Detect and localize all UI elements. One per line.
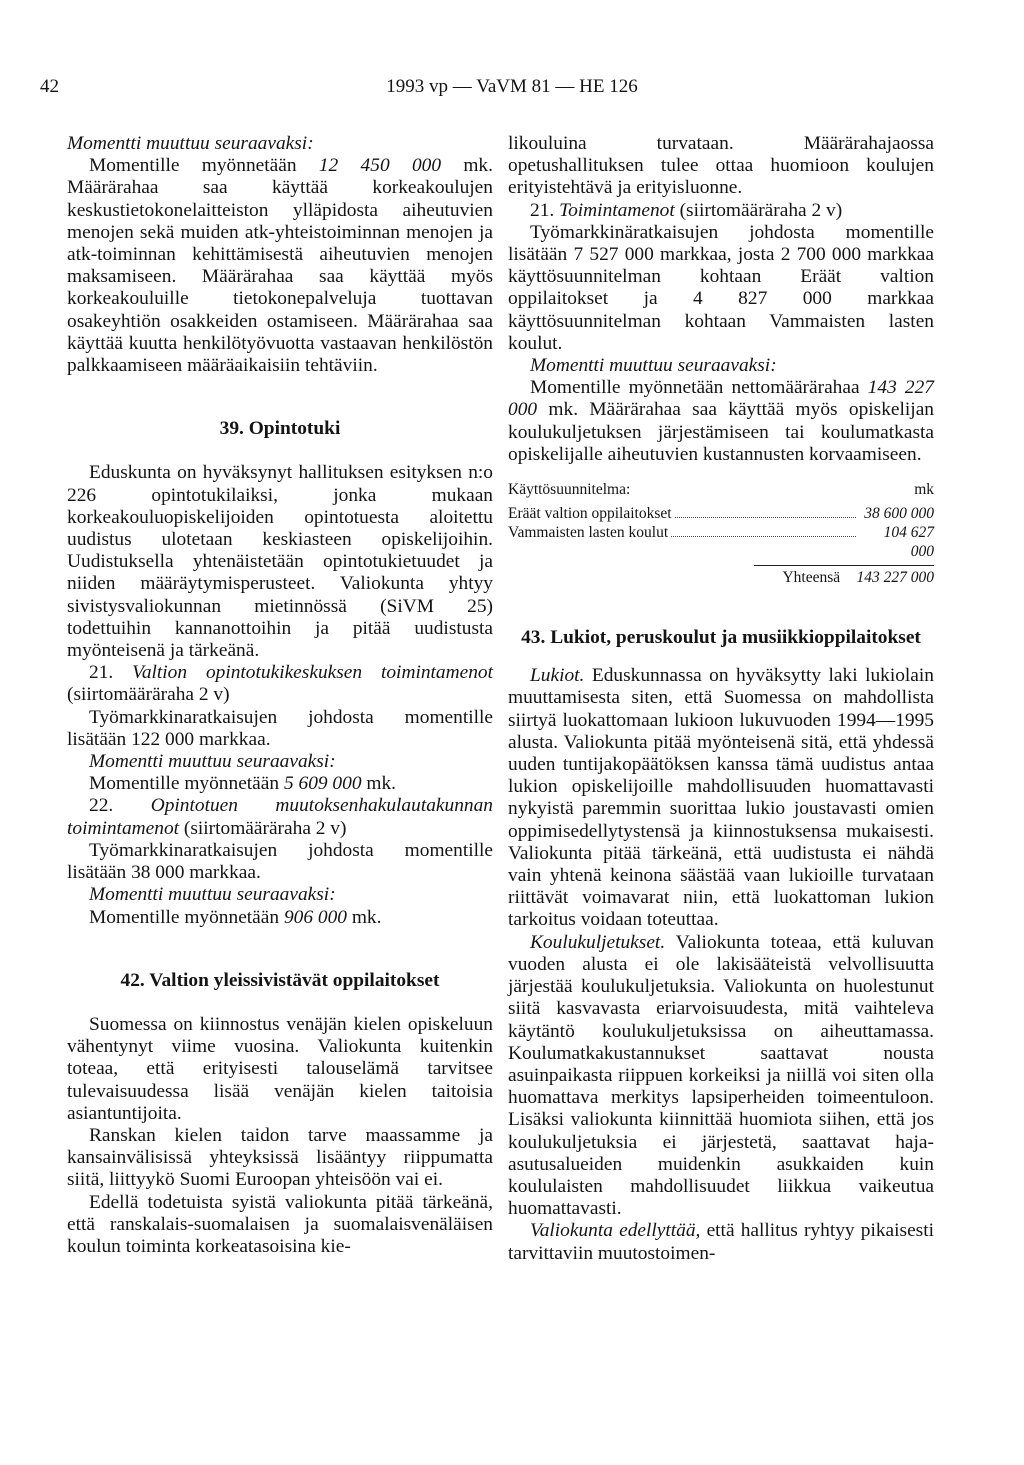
paragraph: Lukiot. Eduskunnassa on hyväksytty laki lukiolain muuttamisesta siten, että Suomessa on mahdollista siirtyä luokattomaan lukioon lukuvuoden 1994—1995 alusta. Valiokunta pitää myönteisenä sitä, että yhdessä uuden tuntijakopäätöksen kanssa tämä uudistus antaa lukion opiskelijoille mahdollisuuden huomattavasti nykyistä paremmin suorittaa lukio joustavasti omien oppimisedellytystensä ja kiinnostuksensa mukaisesti. Valiokunta pitää tärkeänä, että uudistusta ei nähdä vain yhtenä keinona säästää vaan lukioille turvataan riittävät voimavarat niin, että luokattoman lukion tarkoitus voidaan toteuttaa. (508, 665, 934, 931)
table-header-row (508, 480, 934, 499)
table-row (508, 504, 934, 523)
paragraph: Työmarkkinaratkaisujen johdosta momentille lisätään 38 000 markkaa. (67, 839, 493, 884)
left-column (67, 133, 493, 1258)
section-heading-42: 42. Valtion yleissivistävät oppilaitokset (120, 969, 440, 991)
table-header-label: Käyttösuunnitelma: (508, 481, 631, 499)
moment-label: Momentti muuttuu seuraavaksi: (89, 884, 336, 906)
paragraph: Suomessa on kiinnostus venäjän kielen opiskeluun vähentynyt viime vuosina. Valiokunta kuitenkin toteaa, että erityisesti talouselämä tarvitsee tulevaisuudessa lisää venäjän kielen taitoisia asiantuntijoita. (67, 1013, 493, 1124)
paragraph: likouluina turvataan. Määrärahajaossa opetushallituksen tulee ottaa huomioon koulujen erityistehtävä ja erityisluonne. (508, 133, 934, 199)
sum-rule (754, 565, 934, 566)
page-number: 42 (40, 76, 59, 97)
row-value: 104 627 000 (883, 524, 934, 561)
paragraph: Momentille myönnetään 12 450 000 mk. Määrärahaa saa käyttää korkeakoulujen keskustietokonelaitteiston ylläpidosta aiheutuvien menojen sekä muiden atk-yhteistoiminnan menojen ja atk-toiminnan kehittämisestä aiheutuvien menojen maksamiseen. Määrärahaa saa käyttää myös korkeakouluille tietokonepalveluja tuottavan osakeyhtiön osakkeiden ostamiseen. Määrärahaa saa käyttää kuutta henkilötyövuotta vastaavan henkilöstön palkkaamiseen määräaikaisiin tehtäviin. (67, 155, 493, 377)
total-label: Yhteensä (782, 569, 841, 587)
moment-21-title: 21. Toimintamenot (siirtomääräraha 2 v) (530, 199, 843, 221)
paragraph: Momentille myönnetään 5 609 000 mk. (89, 773, 396, 795)
running-title: 1993 vp — VaVM 81 — HE 126 (386, 76, 638, 97)
row-label: Eräät valtion oppilaitokset (508, 505, 672, 523)
right-column (508, 133, 934, 1265)
budget-table (508, 480, 934, 587)
section-heading-43: 43. Lukiot, peruskoulut ja musiikkioppilaitokset (521, 627, 921, 649)
table-total (508, 568, 934, 587)
moment-label: Momentti muuttuu seuraavaksi: (67, 133, 314, 154)
moment-21-title: 21. Valtion opintotukikeskuksen toimintamenot (siirtomääräraha 2 v) (67, 662, 493, 706)
table-header-unit: mk (914, 481, 934, 499)
paragraph: Edellä todetuista syistä valiokunta pitää tärkeänä, että ranskalais-suomalaisen ja suomalaisvenäläisen koulun toiminta korkeatasoisina kie- (67, 1191, 493, 1257)
row-label: Vammaisten lasten koulut (508, 524, 669, 542)
paragraph: Eduskunta on hyväksynyt hallituksen esityksen n:o 226 opintotukilaiksi, jonka mukaan korkeakouluopiskelijoiden opintotuesta aloitettu uudistus ulotetaan keskiasteen opiskelijoihin. Uudistuksella yhtenäistetään opintotukietuudet ja niiden määräytymisperusteet. Valiokunta yhtyy sivistysvaliokunnan mietinnössä (SiVM 25) todettuihin kannanottoihin ja pitää uudistusta myönteisenä ja tärkeänä. (67, 462, 493, 662)
paragraph: Työmarkkinaratkaisujen johdosta momentille lisätään 122 000 markkaa. (67, 706, 493, 750)
total-value: 143 227 000 (856, 569, 934, 587)
moment-label: Momentti muuttuu seuraavaksi: (89, 751, 336, 773)
paragraph: Momentille myönnetään nettomäärärahaa 143 227 000 mk. Määrärahaa saa käyttää myös opiskelijan koulukuljetuksen järjestämiseen tai koulumatkasta opiskelijalle aiheutuvien kustannusten korvaamiseen. (508, 377, 934, 465)
paragraph: Ranskan kielen taidon tarve maassamme ja kansainvälisissä yhteyksissä lisääntyy riippumatta siitä, liittyykö Suomi Euroopan yhteisöön vai ei. (67, 1124, 493, 1191)
moment-label: Momentti muuttuu seuraavaksi: (530, 355, 777, 377)
running-header (0, 76, 1024, 104)
paragraph: Valiokunta edellyttää, että hallitus ryhtyy pikaisesti tarvittaviin muutostoimen- (508, 1220, 934, 1264)
paragraph: Koulukuljetukset. Valiokunta toteaa, että kuluvan vuoden alusta ei ole lakisääteistä velvollisuutta järjestää koulukuljetuksia. Valiokunta on huolestunut siitä kasvavasta eriarvoisuudesta, mitä vaihteleva käytäntö koulukuljetuksissa on aiheuttamassa. Koulumatkakustannukset saattavat nousta asuinpaikasta riippuen korkeiksi ja niillä voi siten olla huomattava merkitys lapsiperheiden toimeentuloon. Lisäksi valiokunta kiinnittää huomiota siihen, että jos koulukuljetuksia ei järjestetä, saattavat haja-asutusalueiden muidenkin asukkaiden kuin koululaisten mahdollisuudet liikkua vaikeutua huomattavasti. (508, 931, 934, 1220)
moment-22-title: 22. Opintotuen muutoksenhakulautakunnan toimintamenot (siirtomääräraha 2 v) (67, 795, 493, 839)
section-heading-39: 39. Opintotuki (219, 418, 341, 440)
row-value: 38 600 000 (864, 505, 934, 523)
paragraph: Momentille myönnetään 906 000 mk. (89, 906, 382, 928)
table-row (508, 523, 934, 561)
paragraph: Työmarkkinäratkaisujen johdosta momentille lisätään 7 527 000 markkaa, josta 2 700 000 markkaa käyttösuunnitelman kohtaan Eräät valtion oppilaitokset ja 4 827 000 markkaa käyttösuunnitelman kohtaan Vammaisten lasten koulut. (508, 221, 934, 354)
